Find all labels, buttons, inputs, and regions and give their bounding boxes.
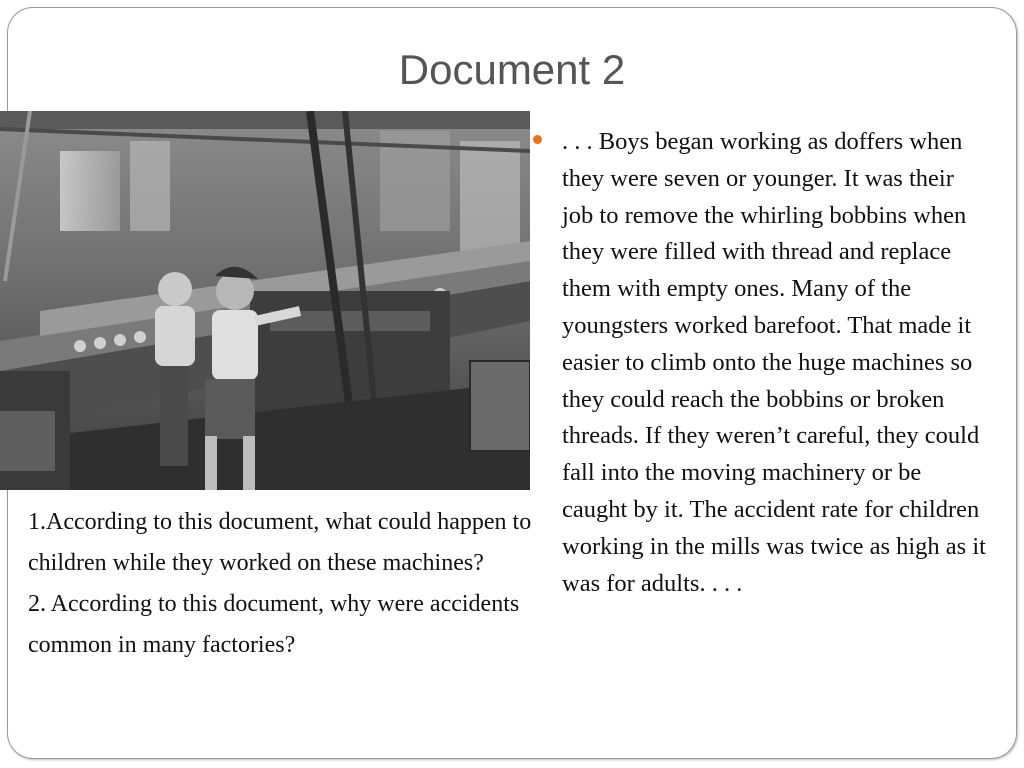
question-list — [28, 502, 548, 666]
bullet-dot-icon — [533, 135, 542, 144]
quote-text: . . . Boys began working as doffers when they were seven or younger. It was their job to remove the whirling bobbins when they were filled with thread and replace them with empty ones. Many of the youngsters worked barefoot. That made it easier to climb onto the huge machines so they could reach the bobbins or broken threads. If they weren’t careful, they could fall into the moving machinery or be caught by it. The accident rate for children working in the mills was twice as high as it was for adults. . . . — [562, 128, 986, 597]
question-2: 2. According to this document, why were accidents common in many factories? — [28, 591, 520, 658]
quote-bullet — [533, 124, 993, 602]
question-1: 1.According to this document, what could happen to children while they worked on these machines? — [28, 509, 532, 576]
slide-title: Document 2 — [398, 46, 626, 93]
mill-children-photo — [0, 111, 530, 490]
